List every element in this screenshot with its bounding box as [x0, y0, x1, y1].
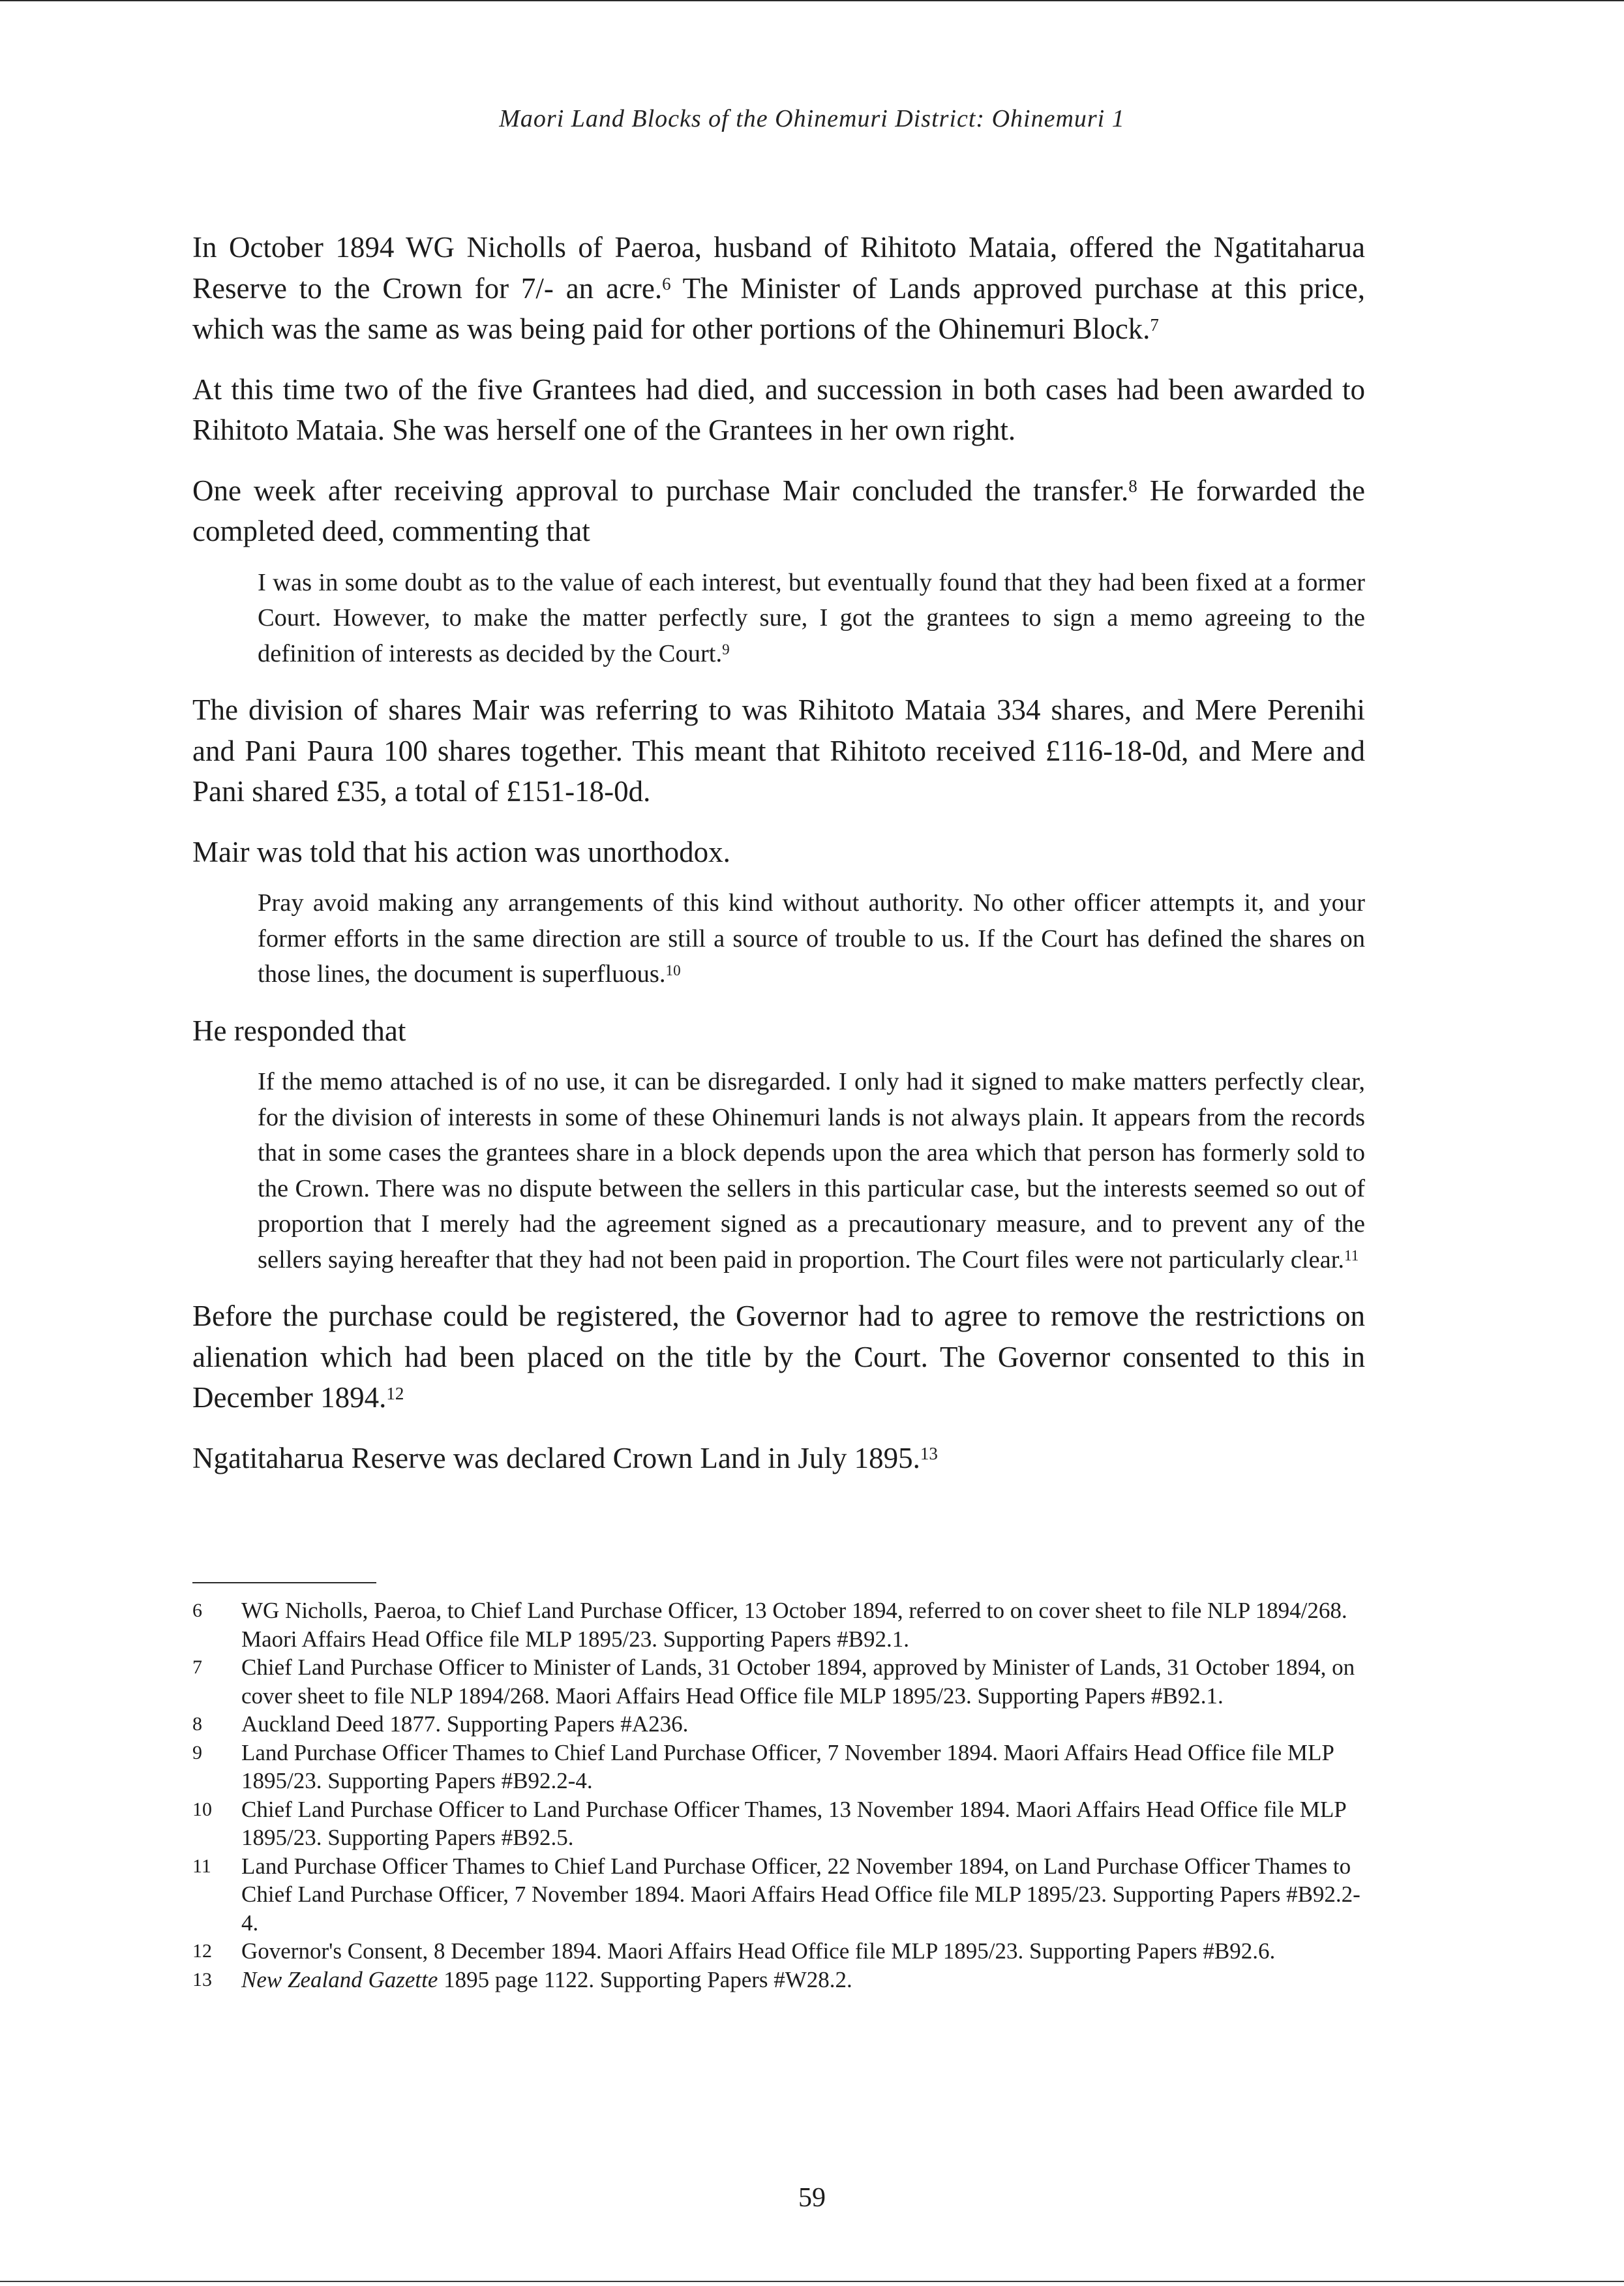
footnote-number: 12: [192, 1940, 212, 1962]
block-quote-3: If the memo attached is of no use, it can be disregarded. I only had it signed to make matters perfectly clear, for the division of interests in some of these Ohinemuri lands is not always plain. It appears from the records that in some cases the grantees share in a block depends upon the area which that person has formerly sold to the Crown. There was no dispute between the sellers in this particular case, but the interests seemed so out of proportion that I merely had the agreement signed as a precautionary measure, and to prevent any of the sellers saying hereafter that they had not been paid in proportion. The Court files were not particularly clear.$^{11}$: [258, 1068, 1365, 1273]
footnote-number: 7: [192, 1656, 202, 1678]
page-number: 59: [798, 2183, 826, 2213]
main-text: [192, 227, 1365, 1498]
footnote-ref-11[interactable]: 11: [1344, 1247, 1359, 1264]
footnote-number: 8: [192, 1713, 202, 1735]
footnote-13: [192, 1966, 1373, 1994]
footnote-number: 9: [192, 1741, 202, 1763]
footnote-text: New Zealand Gazette 1895 page 1122. Supporting Papers #W28.2.: [241, 1966, 852, 1992]
paragraph-2: At this time two of the five Grantees had died, and succession in both cases had been awarded to Rihitoto Mataia. She was herself one of the Grantees in her own right.: [192, 373, 1365, 446]
block-quote-2: Pray avoid making any arrangements of this kind without authority. No other officer attempts it, and your former efforts in the same direction are still a source of trouble to us. If the Court has defined the shares on those lines, the document is superfluous.$^{10}$: [258, 889, 1365, 988]
footnote-ref-10[interactable]: 10: [665, 961, 681, 979]
footnote-ref-9[interactable]: 9: [722, 641, 730, 658]
paragraph-3: One week after receiving approval to purchase Mair concluded the transfer.$^8$ He forwarded the completed deed, commenting that: [192, 474, 1365, 547]
footnote-number: 10: [192, 1798, 212, 1820]
footnote-9: [192, 1739, 1373, 1795]
footnote-number: 6: [192, 1600, 202, 1621]
footnote-text: WG Nicholls, Paeroa, to Chief Land Purchase Officer, 13 October 1894, referred to on cover sheet to file NLP 1894/268. Maori Affairs Head Office file MLP 1895/23. Supporting Papers #B92.1.: [241, 1598, 1347, 1652]
top-border-rule: [0, 0, 1624, 1]
footnote-8: [192, 1710, 1373, 1739]
footnotes: [192, 1596, 1373, 1994]
footnote-text: Chief Land Purchase Officer to Land Purchase Officer Thames, 13 November 1894. Maori Affairs Head Office file MLP 1895/23. Supporting Papers #B92.5.: [241, 1796, 1346, 1850]
footnote-ref-13[interactable]: 13: [920, 1444, 938, 1464]
footnote-ref-6[interactable]: 6: [662, 274, 671, 294]
footnote-text: Land Purchase Officer Thames to Chief Land Purchase Officer, 7 November 1894. Maori Affairs Head Office file MLP 1895/23. Supporting Papers #B92.2-4.: [241, 1739, 1334, 1793]
paragraph-4: The division of shares Mair was referring to was Rihitoto Mataia 334 shares, and Mere Perenihi and Pani Paura 100 shares together. This meant that Rihitoto received £116-18-0d, and Mere and Pani shared £35, a total of £151-18-0d.: [192, 693, 1365, 808]
footnote-6: [192, 1596, 1373, 1653]
footnote-text: Governor's Consent, 8 December 1894. Maori Affairs Head Office file MLP 1895/23. Supporting Papers #B92.6.: [241, 1938, 1276, 1964]
footnote-12: [192, 1937, 1373, 1966]
footnote-ref-7[interactable]: 7: [1150, 314, 1159, 335]
footnote-11: [192, 1852, 1373, 1938]
footnote-text: Auckland Deed 1877. Supporting Papers #A236.: [241, 1711, 689, 1737]
paragraph-7: Before the purchase could be registered, the Governor had to agree to remove the restrictions on alienation which had been placed on the title by the Court. The Governor consented to this in December 1894.12: [192, 1300, 1365, 1414]
running-head: Maori Land Blocks of the Ohinemuri District: Ohinemuri 1: [499, 105, 1125, 132]
footnote-7: [192, 1653, 1373, 1710]
footnote-text: Land Purchase Officer Thames to Chief Land Purchase Officer, 22 November 1894, on Land Purchase Officer Thames to Chief Land Purchase Officer, 7 November 1894. Maori Affairs Head Office file MLP 1895/23. Supporting Papers #B92.2-4.: [241, 1853, 1361, 1936]
footnote-10: [192, 1795, 1373, 1852]
footnote-ref-8[interactable]: 8: [1128, 476, 1137, 496]
block-quote-1: I was in some doubt as to the value of each interest, but eventually found that they had been fixed at a former Court. However, to make the matter perfectly sure, I got the grantees to sign a memo agreeing to the definition of interests as decided by the Court.$^9$: [258, 568, 1365, 667]
bottom-border-rule: [0, 2281, 1624, 2282]
paragraph-1: In October 1894 WG Nicholls of Paeroa, husband of Rihitoto Mataia, offered the Ngatitaharua Reserve to the Crown for 7/- an acre.$^6$ The Minister of Lands approved purchase at this price, which was the same as was being paid for other portions of the Ohinemuri Block.$^7$: [192, 231, 1366, 345]
footnote-number: 13: [192, 1968, 212, 1990]
paragraph-8: Ngatitaharua Reserve was declared Crown Land in July 1895.13: [192, 1441, 938, 1474]
footnote-ref-12[interactable]: 12: [386, 1383, 404, 1403]
footnote-number: 11: [192, 1855, 211, 1877]
paragraph-6: He responded that: [192, 1014, 406, 1047]
footnote-text: Chief Land Purchase Officer to Minister of Lands, 31 October 1894, approved by Minister of Lands, 31 October 1894, on cover sheet to file NLP 1894/268. Maori Affairs Head Office file MLP 1895/23. Supporting Papers #B92.1.: [241, 1654, 1355, 1709]
footnote-separator: [192, 1582, 376, 1583]
paragraph-5: Mair was told that his action was unorthodox.: [192, 835, 730, 868]
footnote-italic-title: New Zealand Gazette: [241, 1966, 438, 1992]
